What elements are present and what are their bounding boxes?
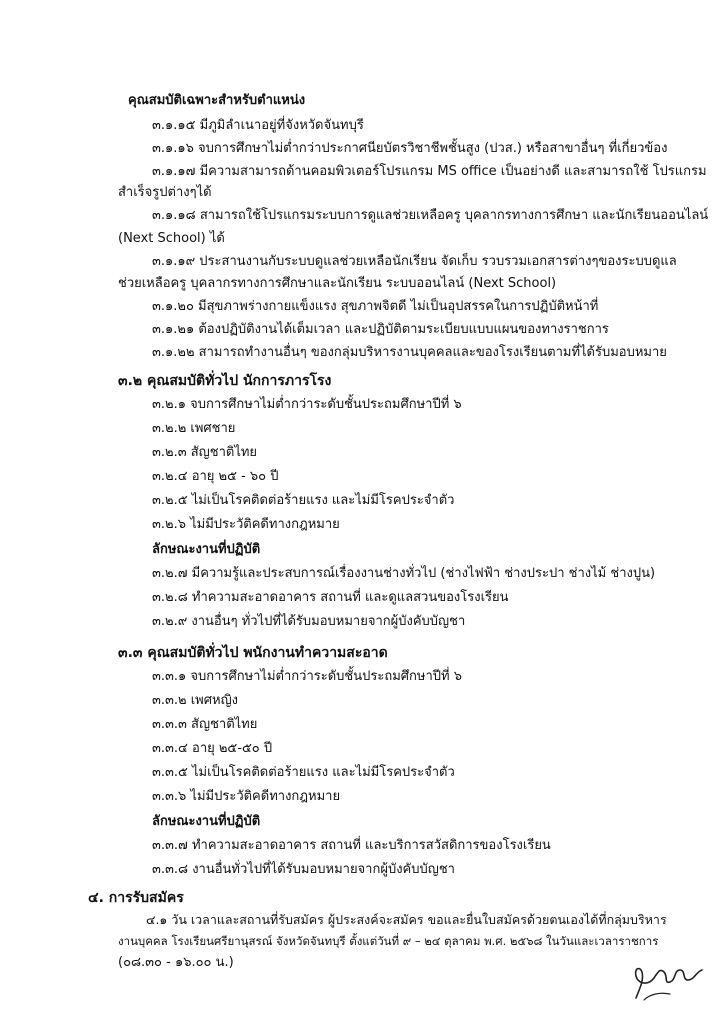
qualification-item: ๓.๒.๔ อายุ ๒๕ - ๖๐ ปี xyxy=(152,469,279,484)
qualification-item: ๓.๑.๑๕ มีภูมิลำเนาอยู่ที่จังหวัดจันทบุรี xyxy=(152,118,364,133)
qualification-item: ๓.๑.๑๖ จบการศึกษาไม่ต่ำกว่าประกาศนียบัตรวิชาชีพชั้นสูง (ปวส.) หรือสาขาอื่นๆ ที่เกี่ยวข้อง xyxy=(152,141,668,156)
duty-item: ๓.๓.๗ ทำความสะอาดอาคาร สถานที่ และบริการสวัสดิการของโรงเรียน xyxy=(152,838,551,853)
qualification-item: ๓.๒.๓ สัญชาติไทย xyxy=(152,445,258,460)
duty-item: ๓.๒.๗ มีความรู้และประสบการณ์เรื่องงานช่างทั่วไป (ช่างไฟฟ้า ช่างประปา ช่างไม้ ช่างปูน) xyxy=(152,566,656,581)
qualification-item: ๓.๓.๕ ไม่เป็นโรคติดต่อร้ายแรง และไม่มีโรคประจำตัว xyxy=(152,765,455,780)
duty-item: ๓.๒.๘ ทำความสะอาดอาคาร สถานที่ และดูแลสวนของโรงเรียน xyxy=(152,590,509,605)
qualification-item: ๓.๑.๒๑ ต้องปฏิบัติงานได้เต็มเวลา และปฏิบัติตามระเบียบแบบแผนของทางราชการ xyxy=(152,322,609,337)
qualification-item: ๓.๑.๑๙ ประสานงานกับระบบดูแลช่วยเหลือนักเรียน จัดเก็บ รวบรวมเอกสารต่างๆของระบบดูแล xyxy=(152,254,677,269)
handwritten-signature xyxy=(630,958,710,1004)
qualification-item: ๓.๓.๔ อายุ ๒๕-๕๐ ปี xyxy=(152,741,273,756)
application-paragraph-line: ๔.๑ วัน เวลาและสถานที่รับสมัคร ผู้ประสงค์จะสมัคร ขอและยื่นใบสมัครด้วยตนเองได้ที่กลุ่มบริหาร xyxy=(146,912,667,927)
section-heading-cleaner: ๓.๓ คุณสมบัติทั่วไป พนักงานทำความสะอาด xyxy=(118,645,388,661)
application-paragraph-line: งานบุคคล โรงเรียนศรียานุสรณ์ จังหวัดจันทบุรี ตั้งแต่วันที่ ๙ – ๒๔ ตุลาคม พ.ศ. ๒๕๖๘ ในวันและเวลาราชการ xyxy=(118,934,659,948)
qualification-item: ๓.๑.๒๐ มีสุขภาพร่างกายแข็งแรง สุขภาพจิตดี ไม่เป็นอุปสรรคในการปฏิบัติหน้าที่ xyxy=(152,299,599,314)
qualification-item: ๓.๓.๓ สัญชาติไทย xyxy=(152,717,258,732)
qualification-item: ๓.๑.๒๒ สามารถทำงานอื่นๆ ของกลุ่มบริหารงานบุคคลและของโรงเรียนตามที่ได้รับมอบหมาย xyxy=(152,345,667,360)
qualification-item-continuation: ช่วยเหลือครู บุคลากรทางการศึกษาและนักเรียน ระบบออนไลน์ (Next School) xyxy=(118,276,557,291)
qualification-item-continuation: (Next School) ได้ xyxy=(118,231,225,246)
qualification-item: ๓.๑.๑๗ มีความสามารถด้านคอมพิวเตอร์โปรแกรม MS office เป็นอย่างดี และสามารถใช้ โปรแกรม xyxy=(152,164,707,179)
qualification-item: ๓.๓.๖ ไม่มีประวัติคดีทางกฎหมาย xyxy=(152,789,341,804)
qualification-item: ๓.๒.๕ ไม่เป็นโรคติดต่อร้ายแรง และไม่มีโรคประจำตัว xyxy=(152,493,455,508)
subheading-duties: ลักษณะงานที่ปฏิบัติ xyxy=(152,814,261,829)
application-paragraph-line: (๐๘.๓๐ - ๑๖.๐๐ น.) xyxy=(118,955,234,970)
qualification-item: ๓.๒.๑ จบการศึกษาไม่ต่ำกว่าระดับชั้นประถมศึกษาปีที่ ๖ xyxy=(152,397,462,412)
qualification-item: ๓.๒.๒ เพศชาย xyxy=(152,421,236,436)
section-heading-application: ๔. การรับสมัคร xyxy=(88,890,184,906)
qualification-item: ๓.๑.๑๘ สามารถใช้โปรแกรมระบบการดูแลช่วยเหลือครู บุคลากรทางการศึกษา และนักเรียนออนไลน์ xyxy=(152,208,709,223)
subheading-duties: ลักษณะงานที่ปฏิบัติ xyxy=(152,542,261,557)
duty-item: ๓.๓.๘ งานอื่นทั่วไปที่ได้รับมอบหมายจากผู้บังคับบัญชา xyxy=(152,862,455,877)
qualification-item-continuation: สำเร็จรูปต่างๆได้ xyxy=(118,185,212,200)
qualification-item: ๓.๒.๖ ไม่มีประวัติคดีทางกฎหมาย xyxy=(152,517,340,532)
qualification-item: ๓.๓.๒ เพศหญิง xyxy=(152,693,238,708)
qualification-item: ๓.๓.๑ จบการศึกษาไม่ต่ำกว่าระดับชั้นประถมศึกษาปีที่ ๖ xyxy=(152,669,462,684)
subheading-specific-qualifications: คุณสมบัติเฉพาะสำหรับตำแหน่ง xyxy=(128,93,306,108)
duty-item: ๓.๒.๙ งานอื่นๆ ทั่วไปที่ได้รับมอบหมายจากผู้บังคับบัญชา xyxy=(152,614,466,629)
section-heading-janitor: ๓.๒ คุณสมบัติทั่วไป นักการภารโรง xyxy=(118,373,332,389)
